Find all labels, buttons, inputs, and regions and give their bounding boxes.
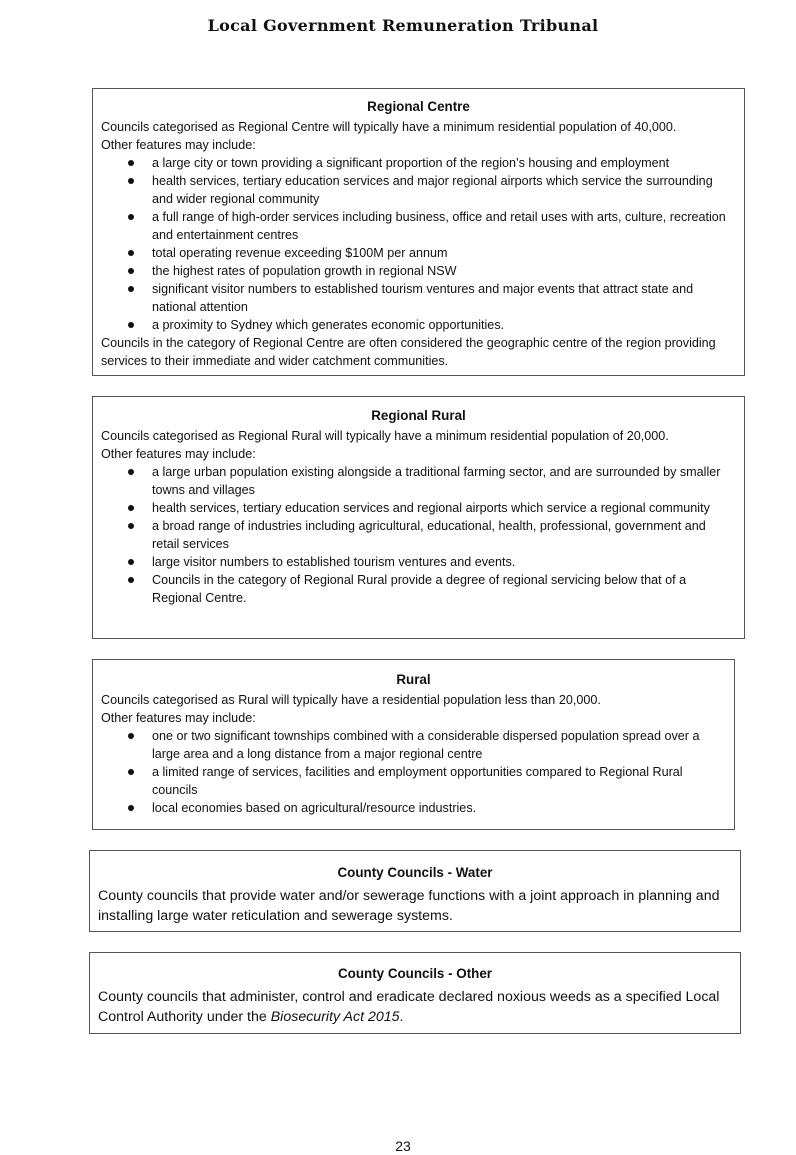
act-name: Biosecurity Act 2015	[270, 1009, 400, 1025]
regional-rural-title: Regional Rural	[371, 408, 466, 423]
county-other-text-start: County councils that administer, control and eradicate declared noxious weeds as a specified Local Control Authority under the	[98, 989, 720, 1025]
county-water-box	[89, 850, 741, 932]
regional-centre-intro: Councils categorised as Regional Centre will typically have a minimum residential population of 40,000.	[101, 120, 677, 134]
regional-centre-box	[92, 88, 745, 376]
regional-rural-intro: Councils categorised as Regional Rural will typically have a minimum residential population of 20,000.	[101, 429, 669, 443]
county-water-text: County councils that provide water and/or sewerage functions with a joint approach in planning and installing large water reticulation and sewerage systems.	[98, 888, 720, 924]
regional-rural-list	[101, 463, 736, 607]
list-item: one or two significant townships combined with a considerable dispersed population spread over a large area and a long distance from a major regional centre	[101, 727, 726, 763]
page-header: Local Government Remuneration Tribunal	[207, 16, 599, 35]
list-item: a large urban population existing alongside a traditional farming sector, and are surrounded by smaller towns and villages	[101, 463, 736, 499]
rural-list	[101, 727, 726, 817]
list-item: local economies based on agricultural/resource industries.	[101, 799, 726, 817]
regional-centre-closing: Councils in the category of Regional Centre are often considered the geographic centre of the region providing services to their immediate and wider catchment communities.	[101, 336, 716, 368]
list-item: the highest rates of population growth in regional NSW	[101, 262, 736, 280]
list-item: total operating revenue exceeding $100M per annum	[101, 244, 736, 262]
regional-centre-list	[101, 154, 736, 334]
list-item: a large city or town providing a significant proportion of the region’s housing and employment	[101, 154, 736, 172]
rural-title: Rural	[396, 672, 431, 687]
list-item: a full range of high-order services including business, office and retail uses with arts, culture, recreation and entertainment centres	[101, 208, 736, 244]
county-other-text	[98, 987, 732, 1027]
list-item: large visitor numbers to established tourism ventures and events.	[101, 553, 736, 571]
regional-rural-lead: Other features may include:	[101, 447, 256, 461]
list-item: health services, tertiary education services and regional airports which service a regional community	[101, 499, 736, 517]
list-item: a proximity to Sydney which generates economic opportunities.	[101, 316, 736, 334]
regional-centre-title: Regional Centre	[367, 99, 470, 114]
list-item: Councils in the category of Regional Rural provide a degree of regional servicing below that of a Regional Centre.	[101, 571, 736, 607]
rural-lead: Other features may include:	[101, 711, 256, 725]
rural-intro: Councils categorised as Rural will typically have a residential population less than 20,000.	[101, 693, 601, 707]
county-water-title: County Councils - Water	[337, 865, 493, 880]
list-item: health services, tertiary education services and major regional airports which service the surrounding and wider regional community	[101, 172, 736, 208]
county-other-box	[89, 952, 741, 1034]
county-other-text-end: .	[399, 1009, 404, 1025]
list-item: a limited range of services, facilities and employment opportunities compared to Regional Rural councils	[101, 763, 726, 799]
county-other-title: County Councils - Other	[338, 966, 492, 981]
page-number: 23	[395, 1138, 411, 1154]
regional-rural-box	[92, 396, 745, 639]
rural-box	[92, 659, 735, 830]
list-item: significant visitor numbers to established tourism ventures and major events that attract state and national attention	[101, 280, 736, 316]
list-item: a broad range of industries including agricultural, educational, health, professional, government and retail services	[101, 517, 736, 553]
regional-centre-lead: Other features may include:	[101, 138, 256, 152]
